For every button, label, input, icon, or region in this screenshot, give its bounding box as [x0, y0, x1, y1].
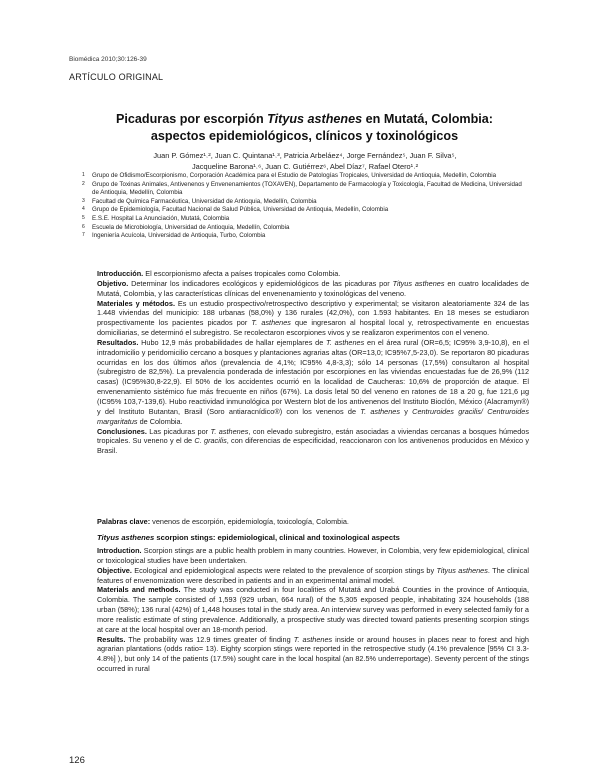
abstract-intro [97, 269, 529, 279]
affiliation-text: Grupo de Ofidismo/Escorpionismo, Corporación Académica para el Estudio de Patologías Tropicales, Universidad de Antioquia, Medellín, Colombia [92, 172, 497, 179]
title-prefix: Picaduras por escorpión [116, 112, 268, 126]
abstract-english [97, 546, 529, 674]
species-name: Tityus asthenes [392, 278, 445, 288]
affiliation-number: 5 [82, 214, 85, 221]
intro-label: Introduction. [97, 546, 142, 555]
species-name: T. asthenes [326, 337, 365, 347]
article-title [69, 111, 540, 145]
intro-text: Scorpion stings are a public health problem in many countries. However, in Colombia, very few epidemiological, clinical or toxicological studies have been undertaken. [97, 546, 529, 565]
abstract-methods [97, 299, 529, 338]
keywords-text: venenos de escorpión, epidemiología, toxicología, Colombia. [150, 517, 349, 526]
results-text: The probability was 12.9 times greater of finding [125, 634, 294, 644]
title-species: Tityus asthenes [267, 112, 363, 126]
results-label: Resultados. [97, 337, 139, 347]
species-name: T. asthenes [210, 426, 249, 436]
abstract-conclusions [97, 427, 529, 457]
methods-text: Es un estudio prospectivo/retrospectivo descriptivo y experimental; se visitaron aleatoriamente 324 de las 1.448 viviendas del municipio: 188 urbanas (58,0%) y 136 rurales (42,0%), con 1.593 habitantes. En 18 meses se estudiaron prospectivamente los pacientes picados por [97, 298, 529, 328]
affiliation-number: 3 [82, 197, 85, 204]
species-name: C. gracilis [194, 436, 227, 446]
conclusions-label: Conclusiones. [97, 426, 147, 436]
conclusions-text: Las picaduras por [146, 426, 211, 436]
abstract-objective [97, 279, 529, 299]
results-text: Hubo 12,9 más probabilidades de hallar ejemplares de [138, 337, 327, 347]
objective-text: Determinar los indicadores ecológicos y epidemiológicos de las picaduras por [128, 278, 393, 288]
keywords-spanish [97, 517, 529, 527]
conclusions-text: , con diferencias de especificidad, reaccionaron con los antivenenos producidos en México y Brasil. [97, 436, 529, 456]
abstract-intro [97, 546, 529, 566]
affiliation-text: Grupo de Toxinas Animales, Antivenenos y Envenenamientos (TOXAVEN), Departamento de Farmacología y Toxicología, Facultad de Medicina, Universidad de Antioquia, Medellín, Colombia [92, 180, 522, 197]
methods-text: The study was conducted in four localities of Mutatá and Urabá Counties in the province of Antioquia, Colombia. The sample consisted of 1,593 (929 urban, 664 rural) of the 5,305 exposed people, inhabitating 324 households (188 urban (58%); 136 rural (42%) of 1,448 houses total in the study area. An interview survey was performed in every selected family for a more realistic estimate of sting prevalence. Additionally, a prospective study was directed toward patients presenting scorpion stings at care at the local hospital over an 18-month period. [97, 585, 529, 634]
objective-text: en cuatro localidades de Mutatá, Colombia, y las características clínicas del envenenamiento y toxinológicas del veneno. [97, 278, 529, 298]
affiliation-number: 6 [82, 223, 85, 230]
page-number: 126 [69, 755, 85, 766]
objective-label: Objetivo. [97, 278, 129, 288]
abstract-spanish [97, 269, 529, 456]
title-line-2: aspectos epidemiológicos, clínicos y toxinológicos [150, 129, 459, 143]
affiliation-item [82, 180, 526, 198]
results-text: y [399, 406, 413, 416]
keywords-line [97, 517, 529, 527]
affiliation-item [82, 214, 526, 224]
results-text: de Colombia. [137, 416, 183, 426]
methods-label: Materials and methods. [97, 585, 181, 595]
affiliation-item [82, 172, 526, 181]
results-label: Results. [97, 634, 126, 644]
objective-label: Objective. [97, 565, 132, 575]
title-suffix: en Mutatá, Colombia: [362, 112, 493, 126]
keywords-label: Palabras clave: [97, 517, 151, 526]
affiliation-number: 7 [82, 232, 85, 239]
english-title-text: scorpion stings: epidemiological, clinical and toxinological aspects [154, 533, 400, 542]
affiliation-number: 2 [82, 180, 85, 187]
methods-label: Materiales y métodos. [97, 298, 175, 308]
species-name: T. asthenes [293, 634, 333, 644]
affiliation-number: 4 [82, 206, 85, 213]
affiliation-text: Facultad de Química Farmacéutica, Universidad de Antioquia, Medellín, Colombia [92, 197, 317, 205]
abstract-results [97, 635, 529, 674]
author-line-1: Juan P. Gómez¹˒², Juan C. Quintana¹˒³, Patricia Arbeláez⁴, Jorge Fernández⁵, Juan F. Silva⁵, [153, 151, 457, 160]
abstract-objective [97, 566, 529, 586]
affiliation-text: Escuela de Microbiología, Universidad de Antioquia, Medellín, Colombia [92, 223, 290, 231]
objective-text: . The clinical features of envenomization were described in patients and in an experimental animal model. [97, 565, 530, 585]
affiliation-item [82, 232, 526, 241]
species-name: T. asthenes [360, 406, 400, 416]
abstract-methods [97, 585, 529, 634]
results-text: inside or around houses in places near to forest and high agrarian plantations (odds ratio= 13). Eighty scorpion stings were reported in the retrospective study (4.1% prevalence [95% CI 3.3-4.8%] ), but only 14 of the patients (17.5%) sought care in the local hospital (an 82.5% underreportage). Seventy percent of the stings occurred in rural [97, 634, 529, 674]
methods-text: que ingresaron al hospital local y, retrospectivamente en encuestas domiciliarias, se determinó el subregistro. Se recolectaron escorpiones vivos y se realizaron experimentos con el veneno. [97, 318, 529, 338]
affiliation-list [82, 172, 526, 241]
results-text: en el área rural (OR=6,5; IC95% 3,9-10,8), en el intradomicilio y peridomicilio cercano a bosques y plantaciones agrarias altas (OR=13,0; IC95%7,5-23,0). Se reportaron 80 picaduras ocurridas en los dos últimos años (prevalencia de 4,1%; IC95% 4,8-3,3); sólo 14 personas (17,5%) consultaron al hospital (subregistro de 82,5%). La prevalencia ponderada de infestación por escorpiones en las viviendas encuestadas fue de 26,9% (112 casas) (IC95%30,8-22,9). El 50% de los accidentes ocurrió en la localidad de Caucheras: 10,6% de proporción de ataque. El envenenamiento sistémico fue más frecuente en niños (67%). La dosis letal 50 del veneno en ratones de 18 a 20 g, fue 121,6 µg (IC95% 103,7-139,6). Hubo reactividad inmunológica por Western blot de los antivenenos del Instituto Bioclón, México (Alacramyn®) y del Instituto Butantan, Brasil (Soro antiaracnídico®) con los venenos de [97, 337, 529, 416]
affiliation-text: Ingeniería Acuícola, Universidad de Antioquia, Turbo, Colombia [92, 232, 266, 240]
title-species: Tityus asthenes [97, 533, 155, 542]
affiliation-number: 1 [82, 172, 85, 178]
affiliation-text: E.S.E. Hospital La Anunciación, Mutatá, Colombia [92, 214, 230, 222]
intro-text: El escorpionismo afecta a países tropicales como Colombia. [143, 269, 341, 278]
species-name: Centruroides gracilis/ Centruroides margaritatus [97, 406, 529, 426]
affiliation-item [82, 206, 526, 215]
section-label: ARTÍCULO ORIGINAL [69, 72, 164, 82]
affiliation-item [82, 197, 526, 207]
author-line-2: Jacqueline Barona¹˒⁶, Juan C. Gutiérrez⁶, Abel Díaz⁷, Rafael Otero¹˒² [191, 162, 419, 171]
intro-label: Introducción. [97, 269, 144, 278]
affiliation-text: Grupo de Epidemiología, Facultad Nacional de Salud Pública, Universidad de Antioquia, Medellín, Colombia [92, 206, 389, 214]
objective-text: Ecological and epidemiological aspects were related to the prevalence of scorpion stings by [131, 565, 437, 575]
author-list [80, 150, 530, 172]
conclusions-text: , con elevado subregistro, están asociadas a viviendas cercanas a bosques húmedos tropicales. Su veneno y el de [97, 426, 529, 446]
species-name: Tityus asthenes [436, 565, 488, 575]
species-name: T. asthenes [251, 318, 291, 328]
english-title [97, 533, 400, 542]
journal-citation: Biomédica 2010;30:126-39 [69, 56, 147, 63]
abstract-results [97, 338, 529, 427]
affiliation-item [82, 223, 526, 233]
